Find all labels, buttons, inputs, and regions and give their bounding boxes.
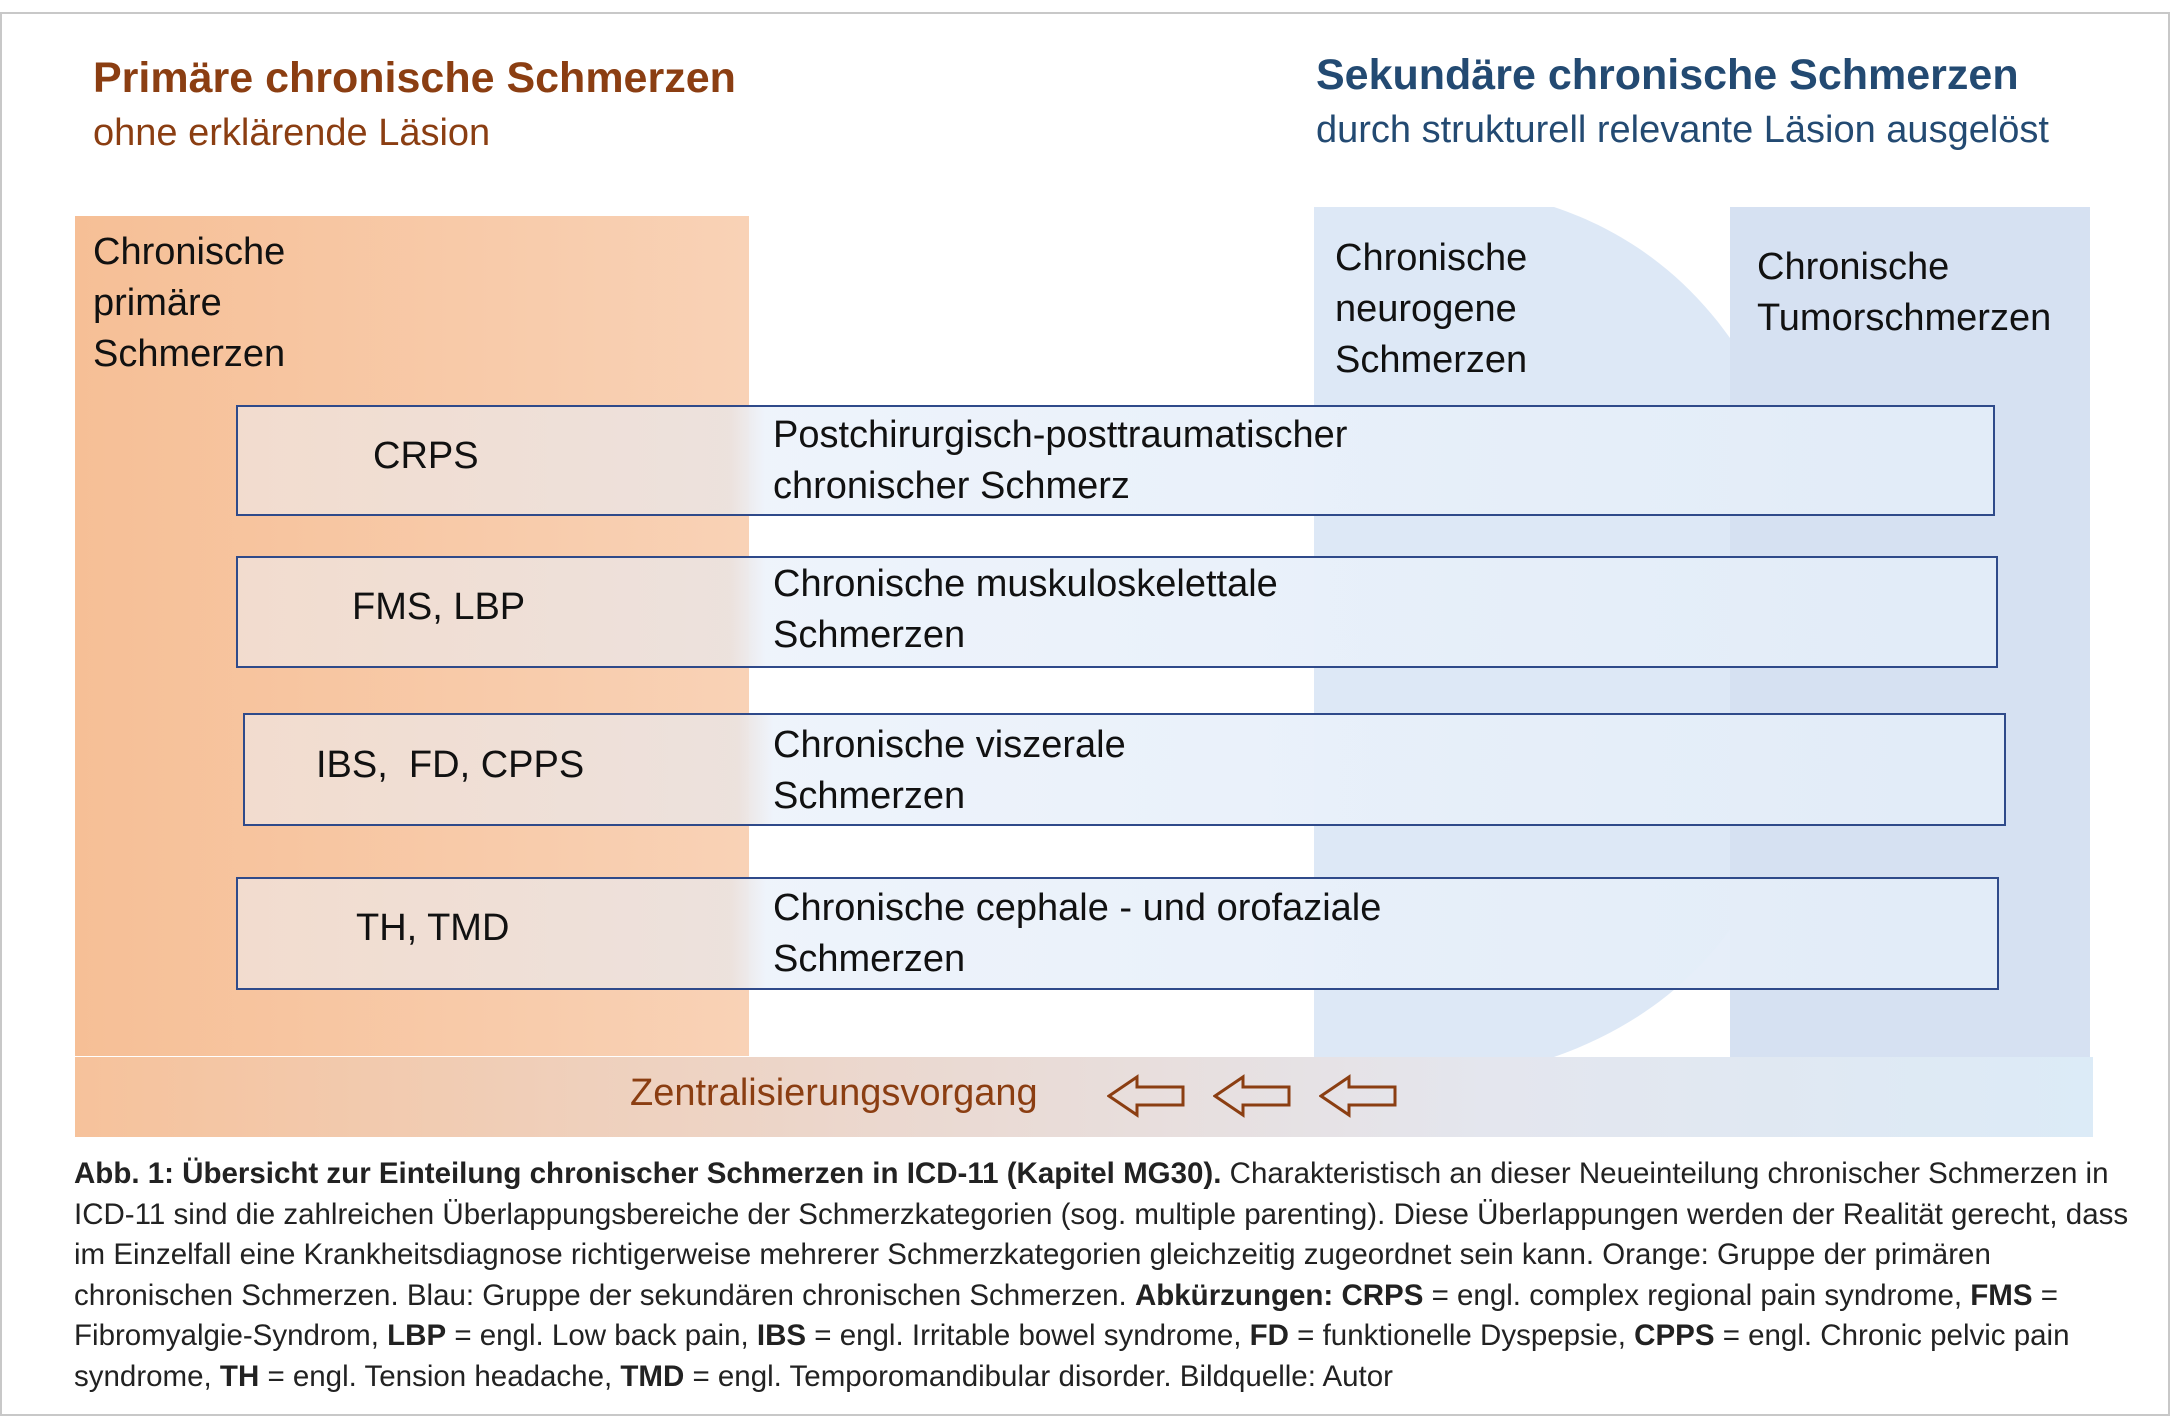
row-abbreviation: FMS, LBP [352,586,526,628]
abbr-term: TMD [620,1359,685,1393]
caption-title: Abb. 1: Übersicht zur Einteilung chronischer Schmerzen in ICD-11 (Kapitel MG30). [74,1157,1222,1190]
left-arrow-icon [1319,1074,1397,1118]
figure-caption [74,1154,2134,1398]
abbr-definition: = engl. Low back pain, [446,1319,757,1353]
abbr-term: CPPS [1634,1319,1715,1353]
neurogenic-zone-label: Chronische neurogene Schmerzen [1335,237,1528,381]
secondary-pain-subtitle: durch strukturell relevante Läsion ausgelöst [1316,109,2049,151]
category-row-musculoskeletal [236,556,1998,668]
abbr-term: FMS [1970,1278,2033,1312]
abbr-term: CRPS [1341,1278,1424,1312]
abbr-term: LBP [387,1319,447,1353]
left-arrow-icon [1107,1074,1185,1118]
abbr-definition: = funktionelle Dyspepsie, [1288,1319,1635,1353]
abbr-definition: = engl. complex regional pain syndrome, [1423,1278,1971,1312]
centralization-label: Zentralisierungsvorgang [630,1072,1038,1114]
category-row-postsurgical [236,405,1995,516]
caption-text: Charakteristisch an dieser Neueinteilung chronischer Schmerzen in ICD-11 sind die zahlreichen Überlappungsbereiche der Schmerzkategorien (sog. multiple parenting). Diese Überlappungen werden der Realität gerecht, dass im Einzelfall eine Krankheitsdiagnose richtigerweise mehrerer Schmerzkategorien gleichzeitig zugeordnet sein kann. Orange: Gruppe der primären chronischen Schmerzen. Blau: Gruppe der sekundären chronischen Schmerzen. [74,1157,2129,1312]
row-category-name: Chronische viszerale Schmerzen [773,724,1126,817]
row-category-name: Chronische cephale - und orofaziale Schmerzen [773,887,1382,980]
row-abbreviation: IBS, FD, CPPS [316,744,585,786]
abbr-definition: = Fibromyalgie-Syndrom, [74,1278,2058,1353]
secondary-pain-title: Sekundäre chronische Schmerzen [1316,51,2019,99]
row-category-name: Postchirurgisch-posttraumatischer chronischer Schmerz [773,414,1348,507]
primary-pain-subtitle: ohne erklärende Läsion [93,112,491,154]
abbr-term: FD [1249,1319,1289,1353]
primary-zone-label: Chronische primäre Schmerzen [93,231,286,375]
primary-pain-title: Primäre chronische Schmerzen [93,54,736,102]
abbr-definition: = engl. Irritable bowel syndrome, [806,1319,1250,1353]
abbr-term: TH [219,1359,260,1393]
abbr-term: IBS [756,1319,807,1353]
left-arrow-icon [1213,1074,1291,1118]
row-abbreviation: TH, TMD [356,907,510,949]
category-row-cephalic-orofacial [236,877,1999,990]
abbr-definition: = engl. Temporomandibular disorder. Bildquelle: Autor [684,1359,1393,1393]
centralization-band [75,1057,2093,1137]
abbr-definition: = engl. Tension headache, [259,1359,621,1393]
category-row-visceral [243,713,2006,826]
abbr-definition: = engl. Chronic pelvic pain syndrome, [74,1319,2070,1393]
tumor-zone-label: Chronische Tumorschmerzen [1757,246,2052,339]
row-category-name: Chronische muskuloskelettale Schmerzen [773,563,1278,656]
abbreviations-heading: Abkürzungen: [1134,1278,1334,1312]
row-abbreviation: CRPS [373,435,479,477]
